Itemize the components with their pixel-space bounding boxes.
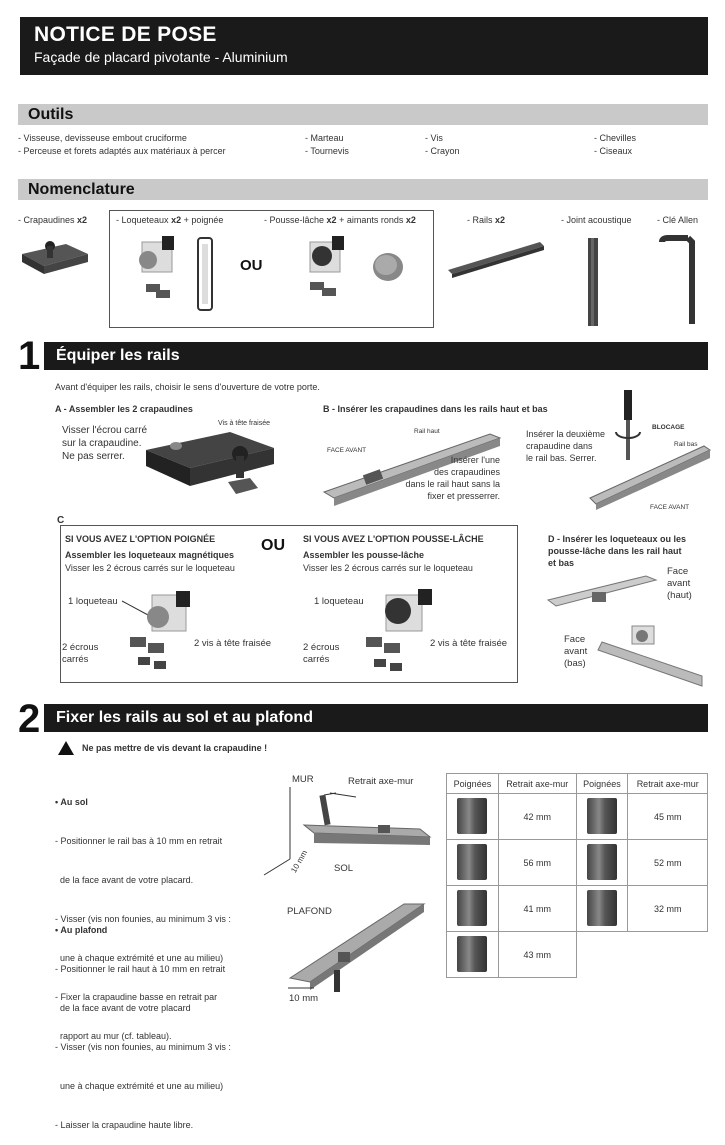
text-line: de la face avant de votre placard.	[55, 875, 194, 885]
text-line: Insérer l'une	[450, 455, 500, 465]
table-header-row	[447, 774, 708, 794]
table-cell: 32 mm	[628, 886, 708, 932]
text-line: Insérer la deuxième	[526, 429, 606, 439]
diagram-10mm-b-label: 10 mm	[289, 993, 319, 1004]
item-qty: x2	[171, 215, 182, 225]
plafond-diagram	[284, 900, 434, 1000]
warning-icon	[58, 741, 74, 755]
text-line: Visser l'écrou carré	[62, 425, 148, 436]
loqueteau-assembly-illustration	[118, 585, 198, 675]
diagram-sol-label: SOL	[334, 863, 354, 874]
text-line: crapaudine dans	[526, 441, 593, 451]
step-1-intro: Avant d'équiper les rails, choisir le sens d'ouverture de votre porte.	[55, 382, 320, 392]
poignee-image	[447, 886, 499, 932]
poignee-image	[447, 932, 499, 978]
pousse-lache-illustration	[296, 232, 356, 302]
text-line: carrés	[62, 654, 89, 665]
step-1d-face-haut	[667, 566, 692, 602]
text-line: (bas)	[564, 658, 586, 669]
step-1a-title: A - Assembler les 2 crapaudines	[55, 404, 193, 414]
table-cell: 41 mm	[498, 886, 576, 932]
outils-col-1	[18, 132, 226, 158]
crapaudine-illustration	[18, 232, 98, 282]
step-1c-left-title: SI VOUS AVEZ L'OPTION POIGNÉE	[65, 534, 216, 544]
step-1c-right-title: SI VOUS AVEZ L'OPTION POUSSE-LÂCHE	[303, 534, 484, 544]
table-header: Retrait axe-mur	[628, 774, 708, 794]
step-1b-text-1	[390, 454, 500, 502]
sol-title: • Au sol	[55, 797, 88, 807]
item-qty: x2	[77, 215, 88, 225]
outils-item: - Vis	[425, 133, 443, 143]
outils-col-4	[594, 132, 636, 158]
page-subtitle: Façade de placard pivotante - Aluminium	[34, 49, 288, 65]
step-1c-right-vis: 2 vis à tête fraisée	[430, 638, 508, 649]
crapaudine-assembly-illustration	[140, 428, 280, 508]
step-2-number: 2	[18, 697, 41, 741]
header-banner	[20, 17, 708, 75]
nomenclature-joint: - Joint acoustique	[561, 215, 632, 225]
text-line: - Fixer la crapaudine basse en retrait par	[55, 992, 218, 1002]
step-1b-face-avant: FACE AVANT	[327, 447, 367, 454]
step-1c-right-loqueteau: 1 loqueteau	[314, 596, 364, 607]
table-header: Poignées	[576, 774, 628, 794]
poignee-illustration	[196, 236, 216, 314]
text-line: Face	[564, 634, 586, 645]
step-1d-title	[548, 533, 686, 569]
nomenclature-heading: Nomenclature	[18, 179, 708, 200]
aimant-rond-illustration	[370, 250, 406, 284]
text-line: 2 écrous	[62, 642, 99, 653]
text-line: Face	[667, 566, 689, 577]
cle-allen-illustration	[658, 236, 704, 328]
outils-item: - Perceuse et forets adaptés aux matériaux à percer	[18, 146, 226, 156]
step-1b-rail-haut: Rail haut	[414, 428, 440, 435]
text-line: carrés	[303, 654, 330, 665]
poignee-image	[447, 794, 499, 840]
pousse-lache-assembly-illustration	[356, 585, 436, 677]
diagram-10mm-label: 10 mm	[289, 848, 310, 875]
text-line: - Laisser la crapaudine haute libre.	[55, 1120, 194, 1130]
table-empty-cell	[576, 932, 628, 978]
outils-col-2	[305, 132, 349, 158]
step-1c-left-vis: 2 vis à tête fraisée	[194, 638, 272, 649]
table-cell: 45 mm	[628, 794, 708, 840]
table-row	[447, 886, 708, 932]
poignee-image	[576, 886, 628, 932]
page-title: NOTICE DE POSE	[34, 23, 217, 46]
step-2-plafond	[55, 898, 231, 1145]
outils-item: - Marteau	[305, 133, 344, 143]
nomenclature-loqueteaux	[116, 214, 223, 227]
joint-acoustique-illustration	[586, 236, 600, 328]
step-1a-text	[62, 424, 147, 463]
text-line: dans le rail haut sans la	[405, 479, 500, 489]
text-line: - Visser (vis non founies, au minimum 3 vis :	[55, 914, 231, 924]
item-label: - Loqueteaux	[116, 215, 169, 225]
table-cell: 42 mm	[498, 794, 576, 840]
nomenclature-cle: - Clé Allen	[657, 215, 699, 225]
table-cell: 52 mm	[628, 840, 708, 886]
text-line: - Positionner le rail bas à 10 mm en retrait	[55, 836, 223, 846]
plafond-title: • Au plafond	[55, 925, 108, 935]
item-qty: x2	[495, 215, 506, 225]
text-line: une à chaque extrémité et une au milieu)	[55, 1081, 224, 1091]
step-1c-label: C	[57, 515, 65, 526]
diagram-retrait-label: Retrait axe-mur	[348, 776, 414, 787]
nomenclature-crapaudines	[18, 214, 87, 227]
step-1-title: Équiper les rails	[44, 342, 708, 370]
text-line: rapport au mur (cf. tableau).	[55, 1031, 172, 1041]
diagram-mur-label: MUR	[292, 774, 314, 785]
text-line: sur la crapaudine.	[62, 438, 142, 449]
step-1a-vis-label: Vis à tête fraisée	[218, 420, 271, 427]
outils-item: - Visseuse, devisseuse embout cruciforme	[18, 133, 187, 143]
table-row	[447, 794, 708, 840]
outils-heading: Outils	[18, 104, 708, 125]
item-qty: x2	[326, 215, 337, 225]
outils-col-3	[425, 132, 460, 158]
text-line: fixer et presserrer.	[427, 491, 500, 501]
table-header: Retrait axe-mur	[498, 774, 576, 794]
step-1b-title: B - Insérer les crapaudines dans les rails haut et bas	[323, 404, 548, 414]
poignee-image	[447, 840, 499, 886]
outils-item: - Crayon	[425, 146, 460, 156]
step-2-warning: Ne pas mettre de vis devant la crapaudine !	[82, 743, 268, 753]
table-cell: 56 mm	[498, 840, 576, 886]
item-qty: x2	[405, 215, 416, 225]
text-line: le rail bas. Serrer.	[526, 453, 597, 463]
table-row	[447, 840, 708, 886]
outils-item: - Ciseaux	[594, 146, 633, 156]
step-1c-right-text: Visser les 2 écrous carrés sur le loqueteau	[303, 563, 473, 573]
text-line: 2 écrous	[303, 642, 340, 653]
loqueteau-illustration	[128, 234, 188, 304]
item-suffix: + poignée	[183, 215, 224, 225]
table-row	[447, 932, 708, 978]
text-line: - Visser (vis non founies, au minimum 3 vis :	[55, 1042, 231, 1052]
outils-item: - Chevilles	[594, 133, 637, 143]
step-1c-right-subtitle: Assembler les pousse-lâche	[303, 550, 425, 560]
item-label: - Rails	[467, 215, 493, 225]
text-line: D - Insérer les loqueteaux ou les	[548, 534, 687, 544]
text-line: Ne pas serrer.	[62, 451, 125, 462]
step-2-title: Fixer les rails au sol et au plafond	[44, 704, 708, 732]
table-header: Poignées	[447, 774, 499, 794]
nomenclature-pousse-lache	[264, 214, 416, 227]
item-suffix: + aimants ronds	[339, 215, 404, 225]
step-1c-left-loqueteau: 1 loqueteau	[68, 596, 118, 607]
step-1b-blocage: BLOCAGE	[652, 424, 685, 431]
step-1b-face-avant-2: FACE AVANT	[650, 504, 690, 511]
item-label: - Crapaudines	[18, 215, 75, 225]
table-cell: 43 mm	[498, 932, 576, 978]
step-1d-face-bas	[564, 634, 587, 670]
text-line: des crapaudines	[433, 467, 500, 477]
step-1b-rail-bas: Rail bas	[674, 441, 698, 448]
text-line: et bas	[548, 558, 575, 568]
text-line: (haut)	[667, 590, 692, 601]
poignee-image	[576, 794, 628, 840]
rail-bas-illustration	[584, 388, 714, 512]
step-1c-left-text: Visser les 2 écrous carrés sur le loqueteau	[65, 563, 235, 573]
rail-illustration	[446, 236, 546, 280]
step-1c-ou: OU	[261, 537, 285, 554]
nomenclature-rails	[467, 214, 505, 227]
text-line: avant	[564, 646, 588, 657]
step-1-number: 1	[18, 334, 41, 378]
text-line: avant	[667, 578, 691, 589]
table-empty-cell	[628, 932, 708, 978]
text-line: une à chaque extrémité et une au milieu)	[55, 953, 224, 963]
diagram-plafond-label: PLAFOND	[287, 906, 332, 917]
text-line: - Positionner le rail haut à 10 mm en retrait	[55, 964, 226, 974]
outils-item: - Tournevis	[305, 146, 349, 156]
nomenclature-ou: OU	[240, 257, 263, 274]
poignee-image	[576, 840, 628, 886]
step-1c-right-ecrous	[303, 642, 339, 666]
step-1c-left-subtitle: Assembler les loqueteaux magnétiques	[65, 550, 235, 560]
text-line: de la face avant de votre placard	[55, 1003, 191, 1013]
retrait-table	[446, 773, 708, 978]
item-label: - Pousse-lâche	[264, 215, 325, 225]
text-line: pousse-lâche dans les rail haut	[548, 546, 682, 556]
step-1c-left-ecrous	[62, 642, 98, 666]
